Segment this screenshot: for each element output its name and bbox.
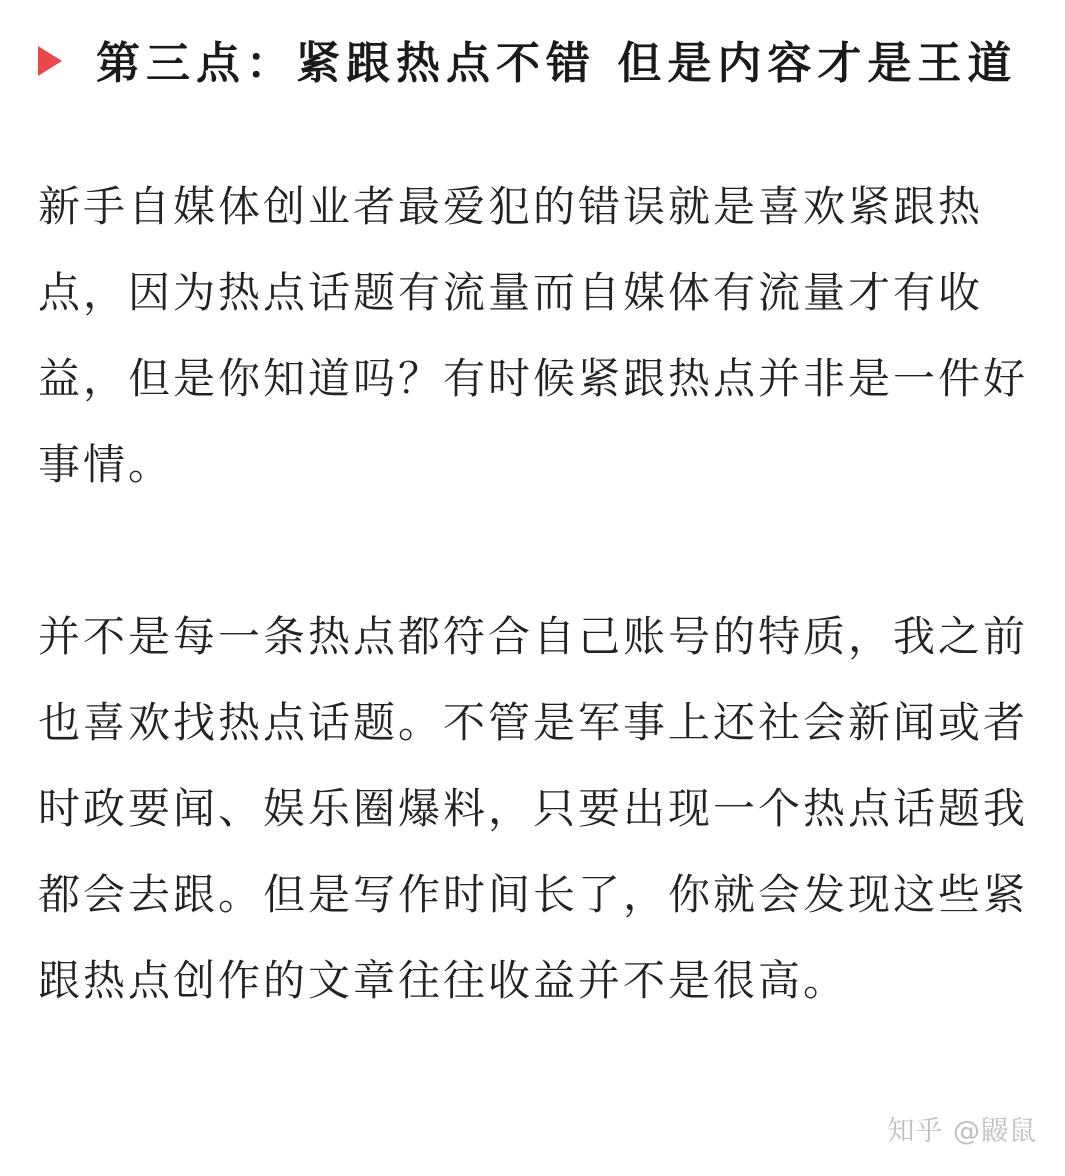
zhihu-watermark: 知乎 @鼹鼠 <box>887 1116 1037 1147</box>
section-heading-text: 第三点：紧跟热点不错 但是内容才是王道 <box>96 38 1018 89</box>
paragraph-2: 并不是每一条热点都符合自己账号的特质，我之前也喜欢找热点话题。不管是军事上还社会新闻或者时政要闻、娱乐圈爆料，只要出现一个热点话题我都会去跟。但是写作时间长了，你就会发现这些紧跟热点创作的文章往往收益并不是很高。 <box>38 612 1029 1005</box>
red-triangle-icon <box>38 46 62 76</box>
section-heading <box>38 18 1028 110</box>
paragraph-1: 新手自媒体创业者最爱犯的错误就是喜欢紧跟热点，因为热点话题有流量而自媒体有流量才有收益，但是你知道吗？有时候紧跟热点并非是一件好事情。 <box>38 182 1029 489</box>
